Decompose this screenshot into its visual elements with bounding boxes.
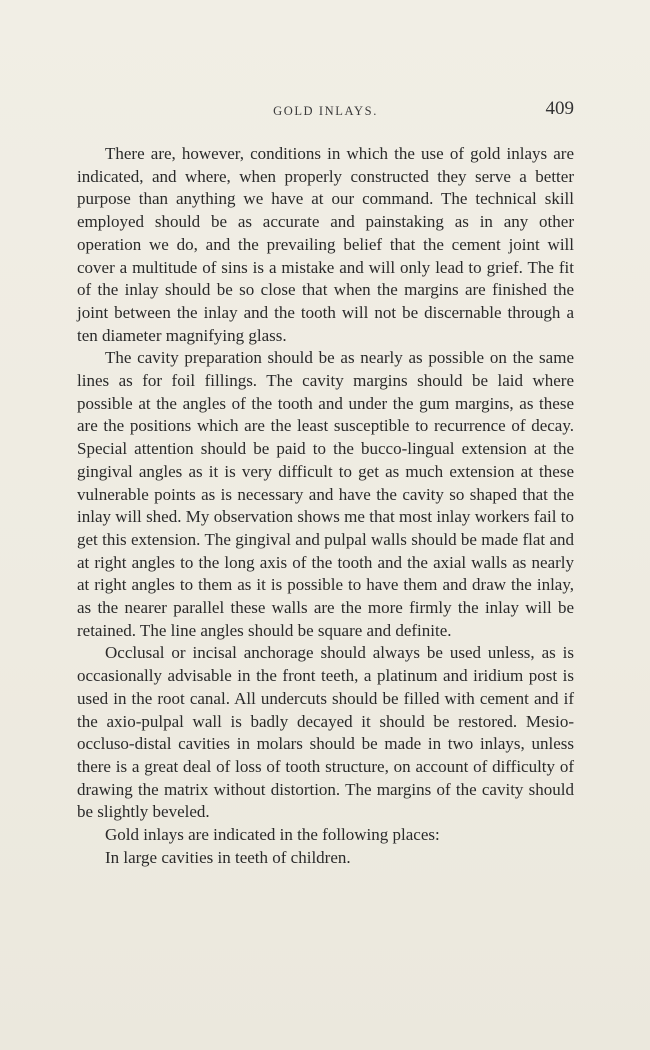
page-number: 409: [545, 98, 574, 119]
paragraph: There are, however, conditions in which the use of gold inlays are indicated, and where, when properly constructed they serve a better purpose than anything we have at our command. The technical skill employed should be as accurate and painstaking as in any other operation we do, and the prevailing belief that the cement joint will cover a multitude of sins is a mistake and will only lead to grief. The fit of the inlay should be so close that when the margins are finished the joint between the inlay and the tooth will not be discernable through a ten diameter magnifying glass.: [77, 144, 574, 345]
running-title: GOLD INLAYS.: [273, 104, 378, 118]
list-intro-line: Gold inlays are indicated in the following places:: [105, 825, 440, 845]
paragraph: The cavity preparation should be as nearly as possible on the same lines as for foil fillings. The cavity margins should be laid where possible at the angles of the tooth and under the gum margins, as these are the positions which are the least susceptible to recurrence of decay. Special attention should be paid to the bucco-lingual extension at the gingival angles as it is very difficult to get as much extension at these vulnerable points as is necessary and have the cavity so shaped that the inlay will shed. My observation shows me that most inlay workers fail to get this extension. The gingival and pulpal walls should be made flat and at right angles to the long axis of the tooth and the axial walls as nearly at right angles to them as it is possible to have them and draw the inlay, as the nearer parallel these walls are the more firmly the inlay will be retained. The line angles should be square and definite.: [77, 348, 574, 640]
body-text: [77, 143, 574, 870]
running-header: [77, 98, 574, 122]
paragraph: Occlusal or incisal anchorage should always be used unless, as is occasionally advisable in the front teeth, a platinum and iridium post is used in the root canal. All undercuts should be filled with cement and if the axio-pulpal wall is badly decayed it should be restored. Mesio-occluso-distal cavities in molars should be made in two inlays, unless there is a great deal of loss of tooth structure, on account of difficulty of drawing the matrix without distortion. The margins of the cavity should be slightly beveled.: [77, 643, 574, 822]
list-item: In large cavities in teeth of children.: [105, 847, 351, 867]
